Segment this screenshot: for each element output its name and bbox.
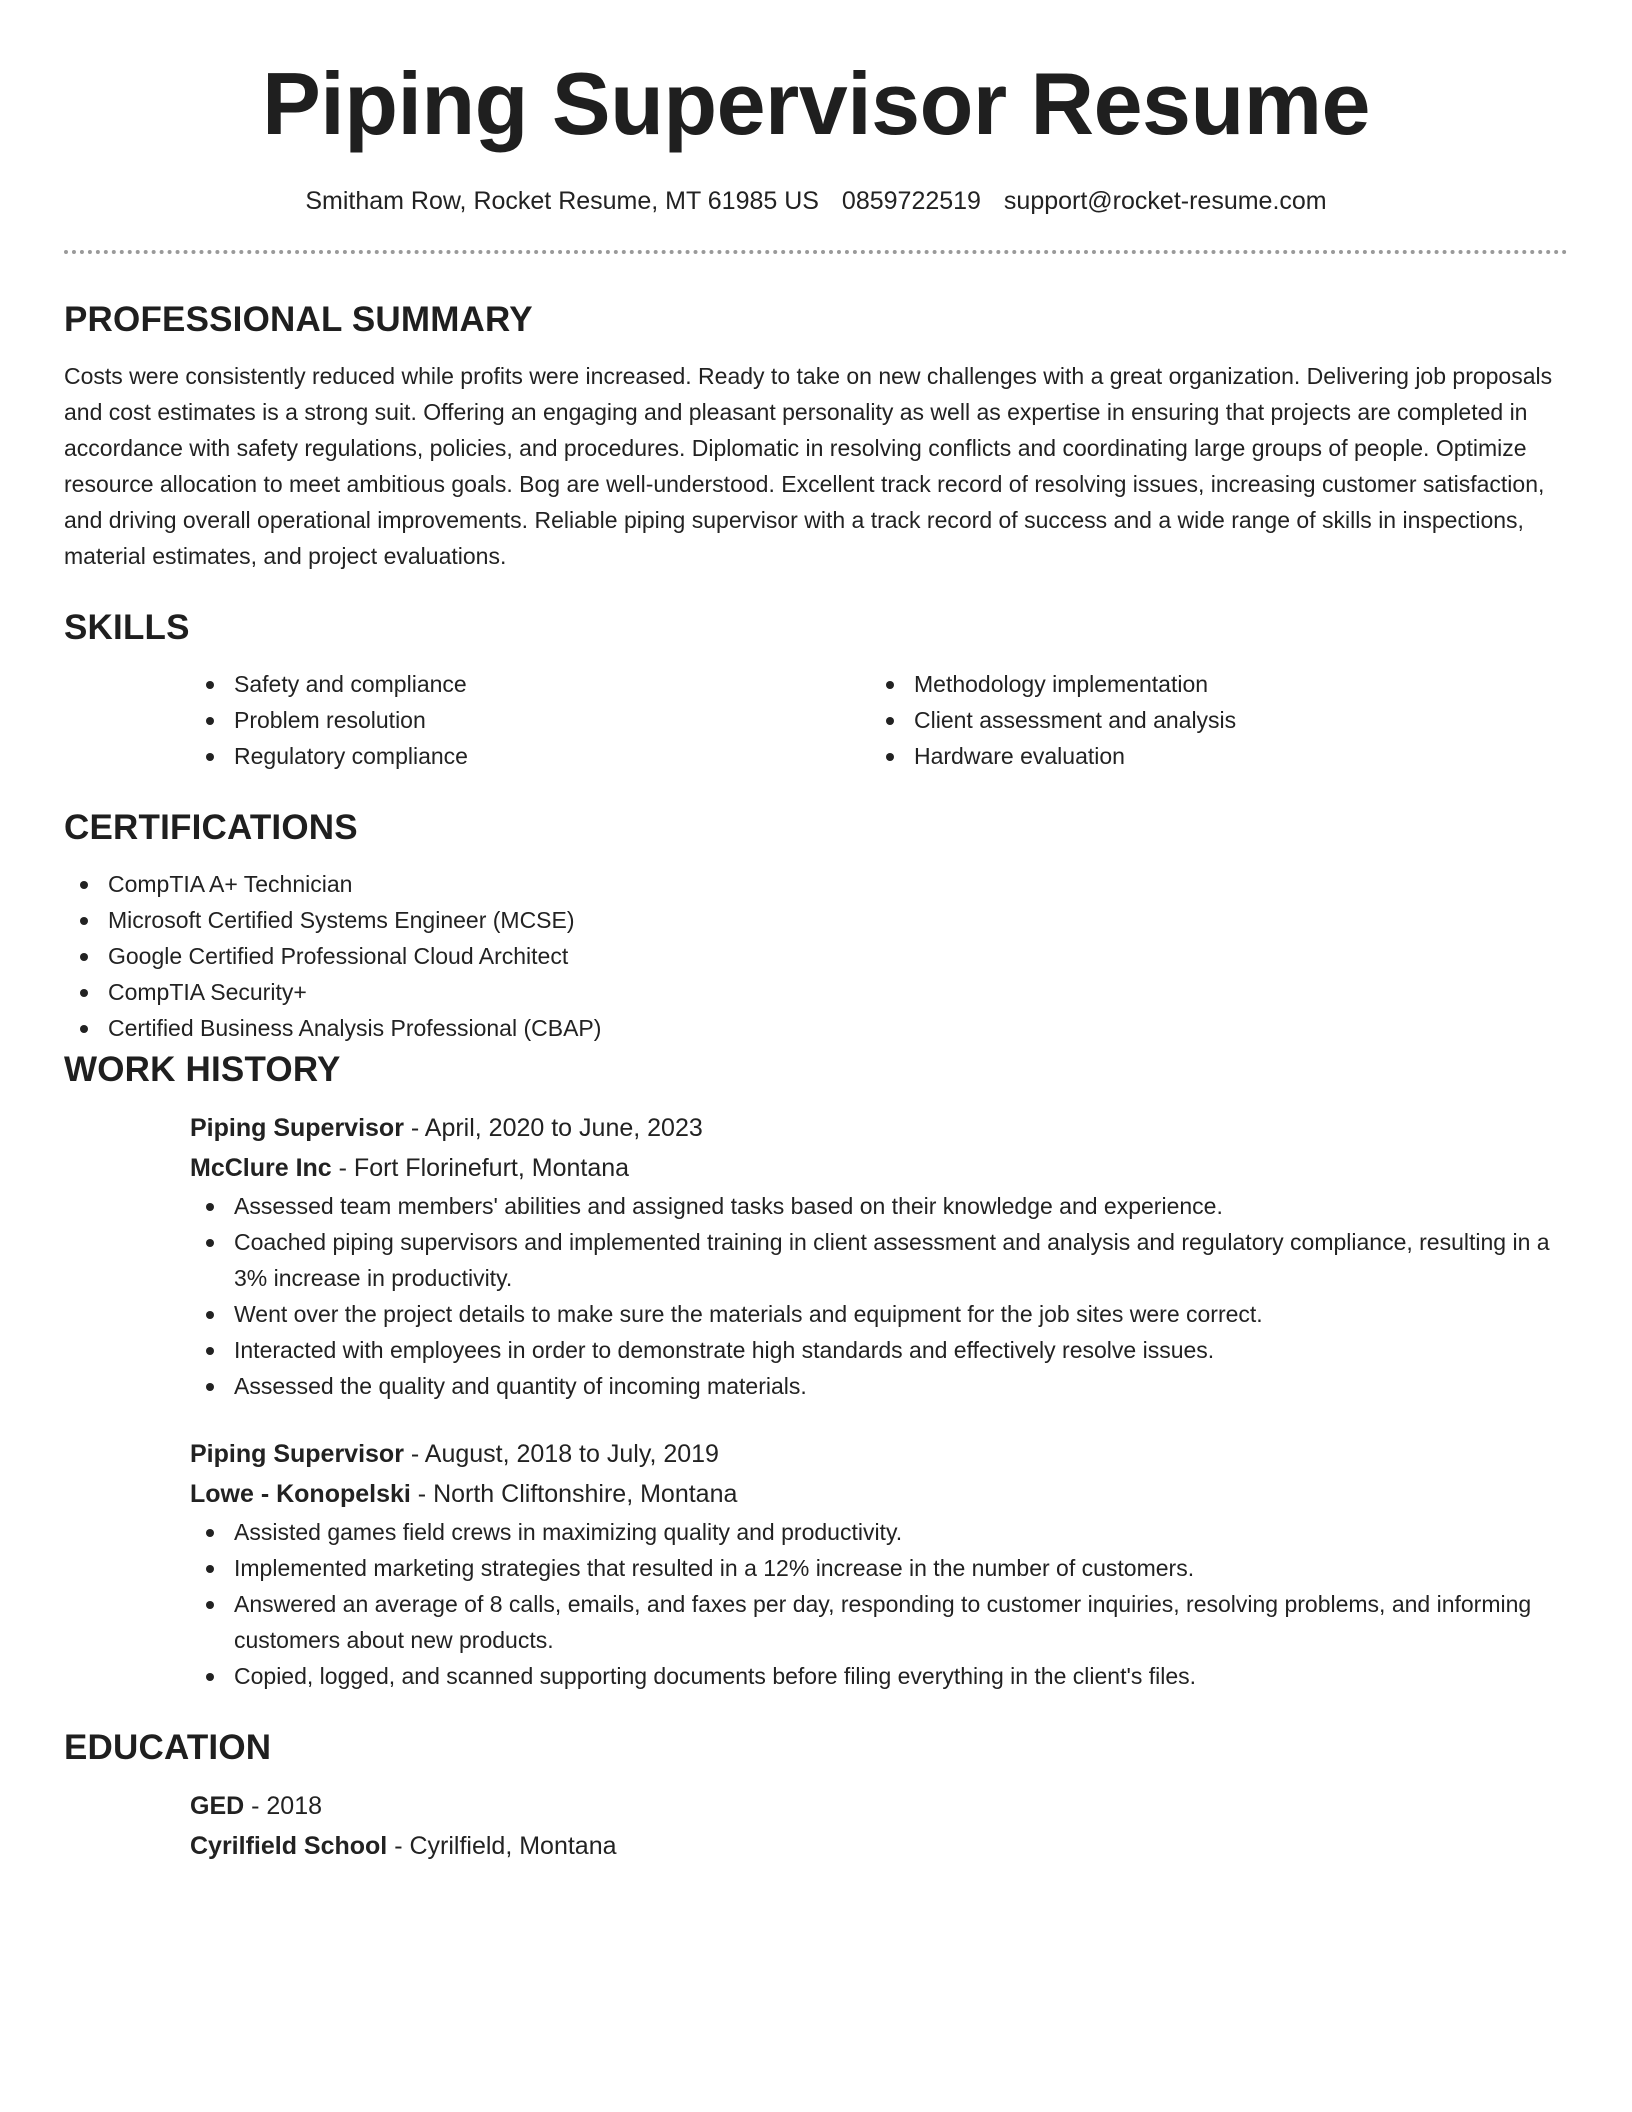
summary-section <box>64 296 1568 574</box>
job-duties-list <box>190 1188 1568 1404</box>
header-divider <box>64 250 1568 254</box>
contact-address: Smitham Row, Rocket Resume, MT 61985 US <box>305 187 819 215</box>
job-duties-list <box>190 1514 1568 1694</box>
job-company: McClure Inc <box>190 1154 332 1182</box>
skills-section <box>64 604 1568 774</box>
certifications-section <box>64 804 1568 1046</box>
job-title-line <box>190 1434 1568 1474</box>
job-dates: - April, 2020 to June, 2023 <box>403 1114 703 1142</box>
job-location: - North Cliftonshire, Montana <box>410 1480 738 1508</box>
skills-list-left <box>190 666 870 774</box>
job-duty: Implemented marketing strategies that resulted in a 12% increase in the number of customers. <box>190 1550 1568 1586</box>
work-history-section <box>64 1046 1568 1694</box>
skills-grid <box>190 666 1568 774</box>
contact-phone: 0859722519 <box>841 187 981 215</box>
education-section <box>64 1724 1568 1866</box>
job-company-line <box>190 1148 1568 1188</box>
certification-item: Google Certified Professional Cloud Architect <box>64 938 1568 974</box>
job-role: Piping Supervisor <box>190 1114 404 1142</box>
job-duty: Assisted games field crews in maximizing quality and productivity. <box>190 1514 1568 1550</box>
certifications-list <box>64 866 1568 1046</box>
skill-item: Safety and compliance <box>190 666 870 702</box>
skills-heading: SKILLS <box>64 608 190 647</box>
contact-email[interactable]: support@rocket-resume.com <box>1003 187 1327 215</box>
job-duty: Copied, logged, and scanned supporting documents before filing everything in the client's files. <box>190 1658 1568 1694</box>
education-degree-line <box>190 1786 1568 1826</box>
job-duty: Assessed the quality and quantity of incoming materials. <box>190 1368 1568 1404</box>
job-duty: Interacted with employees in order to demonstrate high standards and effectively resolve issues. <box>190 1332 1568 1368</box>
resume-header <box>0 0 1632 218</box>
job-company-line <box>190 1474 1568 1514</box>
education-school: Cyrilfield School <box>190 1832 388 1860</box>
certification-item: CompTIA Security+ <box>64 974 1568 1010</box>
education-entry <box>190 1786 1568 1866</box>
skills-list-right <box>870 666 1550 774</box>
resume-body <box>64 296 1568 1866</box>
job-company: Lowe - Konopelski <box>190 1480 411 1508</box>
education-school-line <box>190 1826 1568 1866</box>
skill-item: Regulatory compliance <box>190 738 870 774</box>
certification-item: CompTIA A+ Technician <box>64 866 1568 902</box>
job-role: Piping Supervisor <box>190 1440 404 1468</box>
education-degree: GED <box>190 1792 245 1820</box>
skill-item: Methodology implementation <box>870 666 1550 702</box>
skill-item: Client assessment and analysis <box>870 702 1550 738</box>
job-entry <box>190 1434 1568 1694</box>
job-entry <box>190 1108 1568 1404</box>
job-duty: Went over the project details to make sure the materials and equipment for the job sites were correct. <box>190 1296 1568 1332</box>
skill-item: Problem resolution <box>190 702 870 738</box>
summary-heading: PROFESSIONAL SUMMARY <box>64 300 533 339</box>
job-duty: Assessed team members' abilities and assigned tasks based on their knowledge and experience. <box>190 1188 1568 1224</box>
job-duty: Answered an average of 8 calls, emails, and faxes per day, responding to customer inquiries, resolving problems, and informing customers about new products. <box>190 1586 1568 1658</box>
education-location: - Cyrilfield, Montana <box>387 1832 617 1860</box>
certification-item: Microsoft Certified Systems Engineer (MCSE) <box>64 902 1568 938</box>
job-location: - Fort Florinefurt, Montana <box>331 1154 630 1182</box>
work-history-heading: WORK HISTORY <box>64 1050 341 1089</box>
job-duty: Coached piping supervisors and implemented training in client assessment and analysis and regulatory compliance, resulting in a 3% increase in productivity. <box>190 1224 1568 1296</box>
certifications-heading: CERTIFICATIONS <box>64 808 358 847</box>
job-dates: - August, 2018 to July, 2019 <box>403 1440 719 1468</box>
skill-item: Hardware evaluation <box>870 738 1550 774</box>
education-year: - 2018 <box>244 1792 323 1820</box>
resume-title: Piping Supervisor Resume <box>262 54 1370 153</box>
contact-line <box>0 184 1632 218</box>
certification-item: Certified Business Analysis Professional (CBAP) <box>64 1010 1568 1046</box>
summary-text: Costs were consistently reduced while profits were increased. Ready to take on new challenges with a great organization. Delivering job proposals and cost estimates is a strong suit. Offering an engaging and pleasant personality as well as expertise in ensuring that projects are completed in accordance with safety regulations, policies, and procedures. Diplomatic in resolving conflicts and coordinating large groups of people. Optimize resource allocation to meet ambitious goals. Bog are well-understood. Excellent track record of resolving issues, increasing customer satisfaction, and driving overall operational improvements. Reliable piping supervisor with a track record of success and a wide range of skills in inspections, material estimates, and project evaluations. <box>64 363 1553 569</box>
job-title-line <box>190 1108 1568 1148</box>
education-heading: EDUCATION <box>64 1728 272 1767</box>
